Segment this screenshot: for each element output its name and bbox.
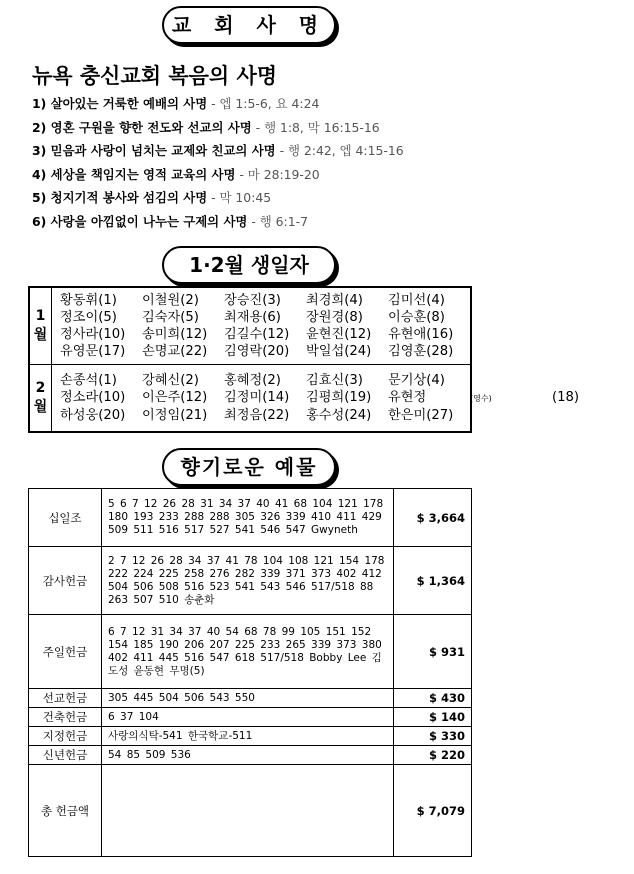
total-amount: $ 7,079 [394,765,472,857]
table-row [29,765,472,857]
month-label-jan: 1월 [29,287,52,365]
birthday-table [28,286,580,433]
birthday-heading: 1·2월 생일자 [162,246,336,284]
offering-heading: 향기로운 예물 [162,448,336,486]
table-row: 신년헌금 54 85 509 536 $ 220 [29,746,472,765]
table-row: 건축헌금 6 37 104 $ 140 [29,708,472,727]
list-item: 1) 살아있는 거룩한 예배의 사명 - 엡 1:5-6, 요 4:24 [32,96,320,111]
list-item: 2) 영혼 구원을 향한 전도와 선교의 사명 - 행 1:8, 막 16:15-16 [32,119,380,135]
table-row: 십일조 5 6 7 12 26 28 31 34 37 40 41 68 104 121 178 180 193 233 288 288 305 326 339 410 411 429 509 511 516 517 527 541 546 547 Gwyneth $ 3,664 [29,489,472,547]
table-row: 지정헌금 사랑의식탁-541 한국학교-511 $ 330 [29,727,472,746]
offering-table [28,488,472,857]
table-row [29,287,471,365]
church-title: 뉴욕 충신교회 복음의 사명 [32,64,278,88]
table-row: 감사헌금 2 7 12 26 28 34 37 41 78 104 108 121 154 178 222 224 225 258 276 282 339 371 373 402 412 504 506 508 516 523 541 543 546 517/518 88 263 507 510 송춘화 $ 1,364 [29,547,472,615]
list-item: 6) 사랑을 아낌없이 나누는 구제의 사명 - 행 6:1-7 [32,213,308,229]
mission-list [32,94,404,235]
month-label-feb: 2월 [29,365,52,433]
birthday-names-jan: 황동휘(1) 이철원(2) 장승진(3) 최경희(4) 김미선(4) 정조이(5) 김숙자(5) 최재용(6) 장원경(8) 이승훈(8) 정사라(10) 송미희(12) 김길수(12) 윤현진(12) 유현애(16) 유영문(17) 손명교(22) 김영락(20) 박일섭(24) 김영훈(28) [52,287,472,365]
mission-heading: 교 회 사 명 [162,6,336,44]
birthday-names-feb: 손종석(1) 강혜신(2) 홍혜정(2) 김효신(3) 문기상(4) 정소라(10) 이은주(12) 김정미(14) 김평희(19) 유현정 (영수) (18) 하성웅(20) 이정임(21) 최정음(22) 홍수성(24) 한은미(27) [60,373,580,423]
list-item: 4) 세상을 책임지는 영적 교육의 사명 - 마 28:19-20 [32,166,320,182]
list-item: 3) 믿음과 사랑이 넘치는 교제와 친교의 사명 - 행 2:42, 엡 4:15-16 [32,143,404,158]
table-row [29,365,471,433]
table-row: 주일헌금 6 7 12 31 34 37 40 54 68 78 99 105 151 152 154 185 190 206 207 225 233 265 339 373 380 402 411 445 516 547 618 517/518 Bobby Lee 김도성 윤동현 무명(5) $ 931 [29,615,472,689]
table-row: 선교헌금 305 445 504 506 543 550 $ 430 [29,689,472,708]
list-item: 5) 청지기적 봉사와 섬김의 사명 - 막 10:45 [32,190,272,205]
total-label: 총 헌금액 [29,765,102,857]
